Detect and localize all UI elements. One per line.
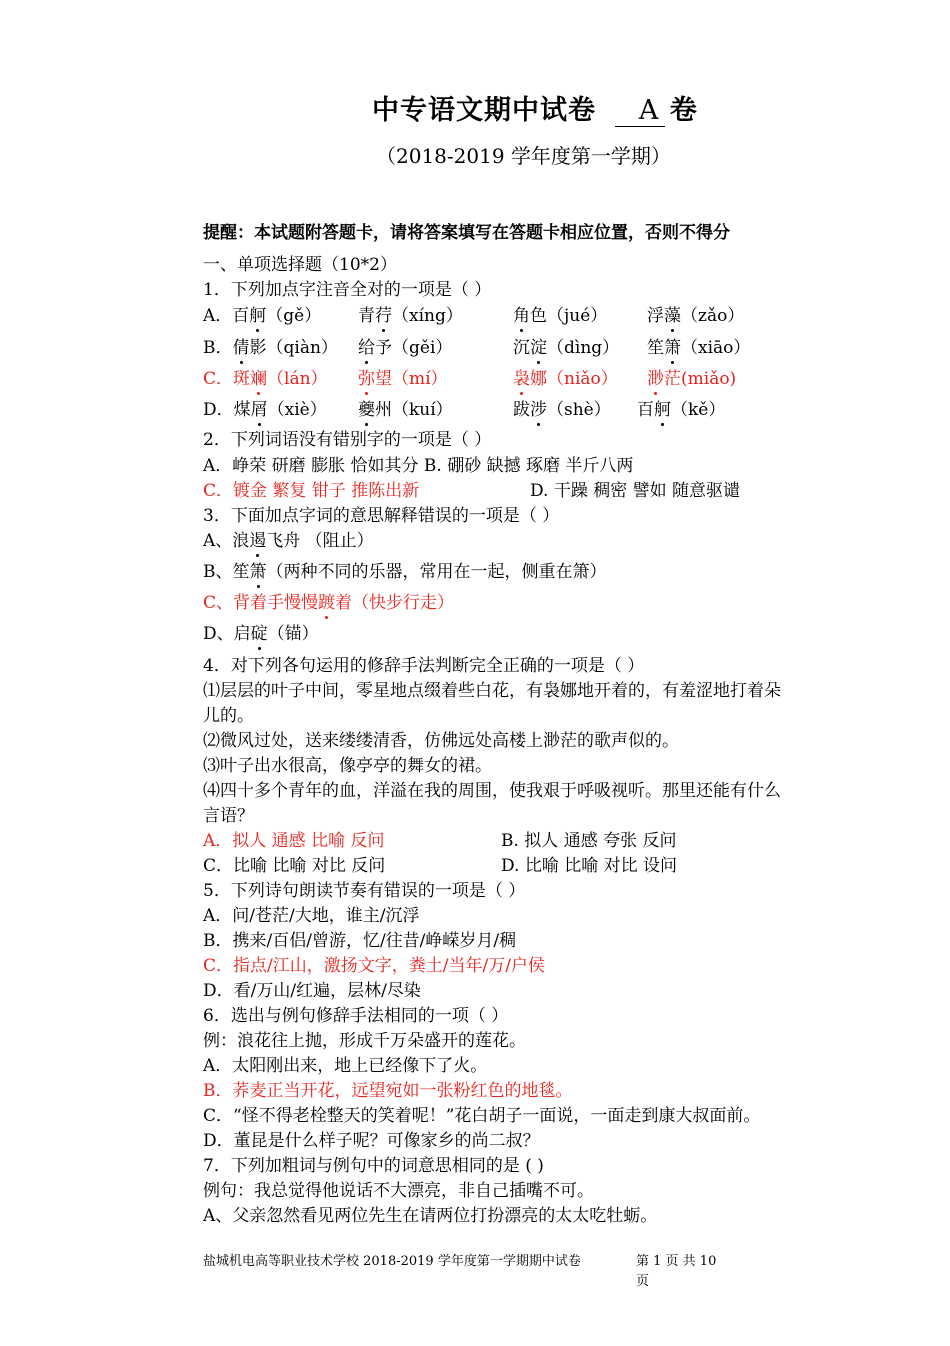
q4-sentence-1: ⑴层层的叶子中间，零星地点缀着些白花，有袅娜地开着的，有羞涩地打着朵: [203, 681, 781, 701]
q2-options-ab: A．峥荣 研磨 膨胀 恰如其分 B. 硼砂 缺撼 琢磨 半斤八两: [203, 456, 634, 476]
q4-option-d: D. 比喻 比喻 对比 设问: [501, 856, 678, 876]
q2-option-d: D. 干躁 稠密 譬如 随意驱谴: [530, 481, 741, 501]
q5-option-a: A．问/苍茫/大地，谁主/沉浮: [203, 906, 420, 926]
q6-option-d: D．董昆是什么样子呢？可像家乡的尚二叔？: [203, 1131, 540, 1151]
title-underline: [615, 126, 665, 127]
q3-option-a: A、浪遏飞舟 （阻止）: [203, 531, 374, 551]
reminder: 提醒：本试题附答题卡，请将答案填写在答题卡相应位置，否则不得分: [203, 223, 730, 243]
q5-option-b: B．携来/百侣/曾游，忆/往昔/峥嵘岁月/稠: [203, 931, 517, 951]
footer-page-number-wrap: 页: [636, 1274, 650, 1289]
q4-sentence-2: ⑵微风过处，送来缕缕清香，仿佛远处高楼上渺茫的歌声似的。: [203, 731, 679, 751]
title-suffix: 卷: [669, 95, 698, 126]
q5-stem: 5．下列诗句朗读节奏有错误的一项是（ ）: [203, 881, 526, 901]
footer-school: 盐城机电高等职业技术学校 2018-2019 学年度第一学期期中试卷: [203, 1254, 581, 1269]
q1-stem: 1．下列加点字注音全对的一项是（ ）: [203, 280, 492, 300]
q6-option-a: A．太阳刚出来，地上已经像下了火。: [203, 1056, 488, 1076]
q4-sentence-4-cont: 言语？: [203, 806, 254, 826]
q6-option-c: C．“怪不得老栓整天的笑着呢！”花白胡子一面说，一面走到康大叔面前。: [203, 1106, 761, 1126]
q6-example: 例：浪花往上抛，形成千万朵盛开的莲花。: [203, 1031, 526, 1051]
q4-sentence-4: ⑷四十多个青年的血，洋溢在我的周围，使我艰于呼吸视听。那里还能有什么: [203, 781, 781, 801]
title-blank: A: [638, 95, 660, 126]
q4-option-c: C．比喻 比喻 对比 反问: [203, 856, 386, 876]
q4-option-b: B. 拟人 通感 夸张 反问: [501, 831, 677, 851]
q2-option-c: C．镀金 繁复 钳子 推陈出新: [203, 481, 420, 501]
title-main: 中专语文期中试卷: [372, 95, 596, 126]
exam-subtitle: （2018-2019 学年度第一学期）: [376, 144, 671, 168]
q4-sentence-3: ⑶叶子出水很高，像亭亭的舞女的裙。: [203, 756, 492, 776]
q7-stem: 7．下列加粗词与例句中的词意思相同的是 ( ): [203, 1156, 544, 1176]
q3-stem: 3．下面加点字词的意思解释错误的一项是（ ）: [203, 506, 560, 526]
q2-stem: 2．下列词语没有错别字的一项是（ ）: [203, 430, 492, 450]
q4-options-cd: [203, 855, 678, 877]
q6-option-b: B．荞麦正当开花，远望宛如一张粉红色的地毯。: [203, 1081, 573, 1101]
q3-option-d: D、启碇（锚）: [203, 624, 319, 644]
q5-option-c: C．指点/江山，激扬文字，粪土/当年/万/户侯: [203, 956, 545, 976]
q3-option-b: B、笙箫（两种不同的乐器，常用在一起，侧重在箫）: [203, 562, 607, 582]
q4-stem: 4．对下列各句运用的修辞手法判断完全正确的一项是（ ）: [203, 656, 645, 676]
q7-example: 例句：我总觉得他说话不大漂亮，非自己插嘴不可。: [203, 1181, 594, 1201]
q3-option-c: C、背着手慢慢踱着（快步行走）: [203, 593, 455, 613]
q2-options-cd: [203, 480, 741, 502]
exam-title: [372, 88, 698, 127]
q5-option-d: D．看/万山/红遍，层林/尽染: [203, 981, 421, 1001]
section-heading: 一、单项选择题（10*2）: [203, 255, 397, 275]
q4-option-a: A．拟人 通感 比喻 反问: [203, 831, 385, 851]
q7-option-a: A、父亲忽然看见两位先生在请两位打扮漂亮的太太吃牡蛎。: [203, 1206, 658, 1226]
q4-sentence-1-cont: 儿的。: [203, 706, 254, 726]
footer-page-number: 第 1 页 共 10: [636, 1254, 717, 1269]
q6-stem: 6．选出与例句修辞手法相同的一项（ ）: [203, 1006, 509, 1026]
q4-options-ab: [203, 830, 677, 852]
